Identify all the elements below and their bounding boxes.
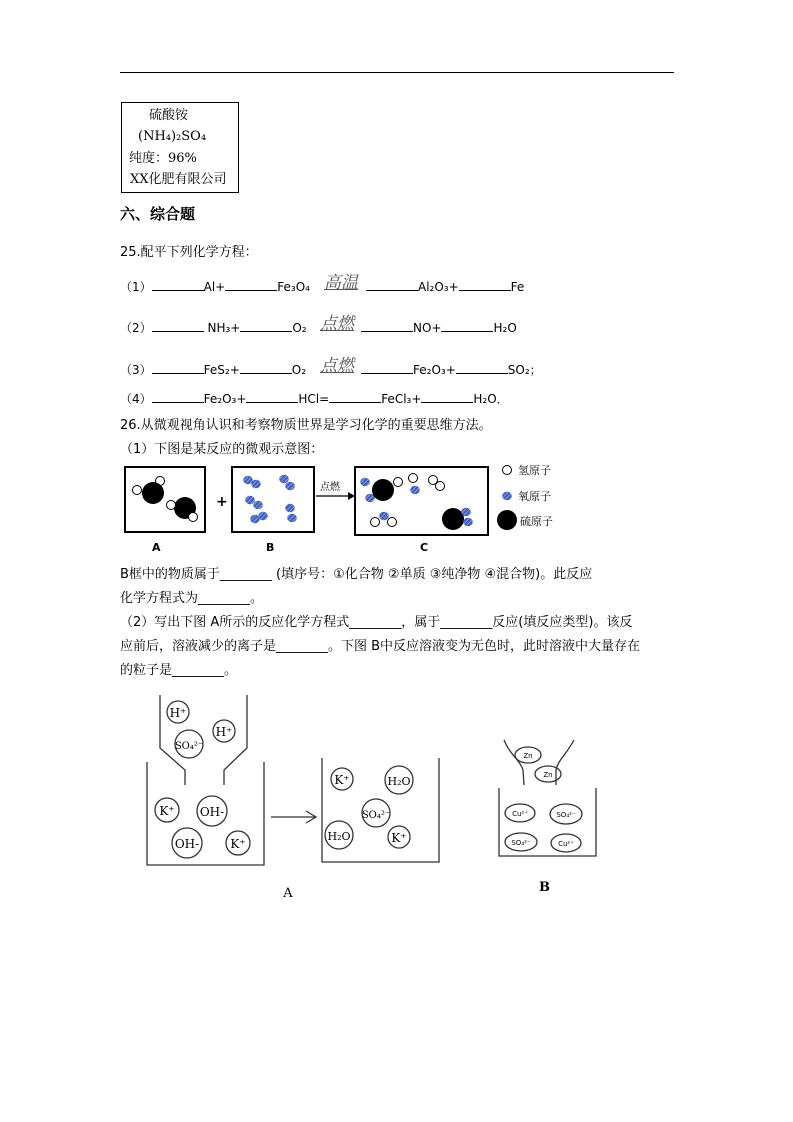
legend-oxygen: 氧原子 (518, 490, 551, 503)
eq-term: H₂O (493, 321, 517, 335)
eq-term: FeCl₃+ (381, 392, 422, 406)
hydrogen-atom (133, 486, 142, 495)
eq-term: Fe₂O₃+ (413, 363, 456, 377)
sulfur-atom (142, 482, 164, 504)
ion-label: OH- (199, 805, 225, 819)
plus-sign: + (216, 494, 228, 510)
answer-blank[interactable] (152, 390, 204, 403)
condition-label: 点燃 (320, 314, 354, 334)
eq-term: NH₃+ (207, 321, 241, 335)
answer-blank[interactable] (152, 361, 204, 374)
sulfur-atom (442, 508, 464, 530)
section-title: 六、综合题 (120, 205, 196, 223)
caption-b: B (266, 541, 275, 554)
answer-blank[interactable] (441, 319, 493, 332)
reaction-micro-diagram (120, 460, 570, 560)
q25-eq1 (120, 278, 310, 295)
eq-term: FeS₂+ (203, 363, 240, 377)
header-rule (120, 72, 674, 73)
funnel-wall (224, 695, 247, 785)
legend-hydrogen-icon (503, 466, 512, 475)
q25-eq2 (120, 319, 307, 336)
label-company: XX化肥有限公司 (130, 172, 227, 187)
eq-term: O₂ (292, 321, 307, 335)
ion-label: SO₄²⁻ (174, 741, 204, 752)
q26-p2-line1: （2）写出下图 A所示的反应化学方程式________，属于________反应(填反应类型)。该反 (120, 615, 633, 630)
ion-label: K⁺ (230, 837, 246, 851)
eq-term: H₂O． (473, 392, 509, 406)
answer-blank[interactable] (361, 319, 413, 332)
answer-blank[interactable] (152, 319, 204, 332)
ion-label: SO₄²⁻ (556, 811, 576, 819)
product-label (121, 102, 239, 193)
answer-blank[interactable] (225, 278, 277, 291)
answer-blank[interactable] (152, 278, 204, 291)
q26-p1 (120, 563, 680, 611)
q25-eq3-right (361, 361, 542, 378)
figure-a (140, 690, 440, 905)
ion-label: H⁺ (169, 706, 187, 720)
ion-label: SO₄²⁻ (361, 810, 391, 821)
eq-term: Fe₃O₄ (277, 280, 310, 294)
q26-p2 (120, 611, 680, 683)
ion-label: H₂O (387, 775, 411, 788)
ion-label: Zn (523, 752, 533, 760)
hydrogen-atom (189, 513, 198, 522)
ion-label: Zn (543, 771, 553, 779)
caption-a: A (152, 541, 161, 554)
answer-blank[interactable] (240, 319, 292, 332)
q26-title: 26.从微观视角认识和考察物质世界是学习化学的重要思维方法。 (120, 418, 492, 433)
q25-title: 25.配平下列化学方程： (120, 245, 258, 260)
arrow-head (348, 492, 355, 500)
eq-term: Fe (510, 280, 525, 294)
eq-term: Fe₂O₃+ (203, 392, 247, 406)
funnel-wall (504, 740, 524, 785)
ion-label: K⁺ (334, 773, 350, 787)
q25-eq4 (120, 390, 509, 407)
eq-term: Al+ (203, 280, 226, 294)
box-a (125, 467, 205, 532)
q25-eq2-right (361, 319, 517, 335)
label-formula: (NH₄)₂SO₄ (138, 129, 207, 144)
ion-label: OH- (174, 837, 200, 851)
legend-sulfur: 硫原子 (520, 515, 553, 528)
figure-a-caption: A (283, 886, 293, 901)
legend-hydrogen: 氢原子 (518, 464, 551, 477)
eq-num: （4） (120, 392, 152, 406)
answer-blank[interactable] (361, 361, 413, 374)
eq-term: SO₂； (507, 363, 542, 377)
q26-p2-line3: 的粒子是________。 (120, 663, 238, 678)
ion-label: Cu²⁺ (512, 810, 528, 818)
legend-oxygen-icon (503, 492, 512, 500)
caption-c: C (420, 541, 429, 554)
ion-label: K⁺ (159, 804, 175, 818)
ion-label: H⁺ (215, 725, 233, 739)
eq-term: O₂ (291, 363, 307, 377)
legend-sulfur-icon (497, 510, 517, 530)
label-purity: 纯度：96% (129, 151, 197, 166)
ion-label: Cu²⁺ (558, 840, 574, 848)
answer-blank[interactable] (459, 278, 511, 291)
eq-num: （3） (120, 363, 152, 377)
answer-blank[interactable] (421, 390, 473, 403)
ion-label: H₂O (327, 830, 351, 843)
condition-label: 点燃 (320, 356, 354, 376)
answer-blank[interactable] (240, 361, 292, 374)
q25-eq3 (120, 361, 306, 378)
figure-b-caption: B (539, 880, 550, 895)
eq-term: HCl= (298, 392, 330, 406)
eq-num: （1） (120, 280, 152, 294)
condition-label: 高温 (324, 273, 358, 293)
eq-term: Al₂O₃+ (418, 280, 459, 294)
q26-p1-line1: B框中的物质属于________ (填序号：①化合物 ②单质 ③纯净物 ④混合物)。此反应 (120, 567, 593, 582)
answer-blank[interactable] (366, 278, 418, 291)
arrow-label: 点燃 (320, 482, 340, 493)
figure-b (490, 735, 610, 895)
eq-num: （2） (120, 321, 152, 335)
answer-blank[interactable] (329, 390, 381, 403)
hydrogen-atom (167, 501, 176, 510)
ion-label: SO₄²⁻ (511, 839, 531, 847)
answer-blank[interactable] (246, 390, 298, 403)
eq-term: NO+ (413, 321, 442, 335)
answer-blank[interactable] (456, 361, 508, 374)
box-b (232, 467, 314, 532)
q26-p1-line2: 化学方程式为________。 (120, 591, 264, 606)
q26-part1: （1）下图是某反应的微观示意图： (120, 442, 324, 457)
ion-label: K⁺ (391, 831, 407, 845)
sulfur-atom (372, 479, 394, 501)
q25-eq1-right (366, 278, 524, 294)
q26-p2-line2: 应前后，溶液减少的离子是________。下图 B中反应溶液变为无色时，此时溶液中大量存在 (120, 639, 641, 654)
label-name: 硫酸铵 (149, 108, 189, 123)
